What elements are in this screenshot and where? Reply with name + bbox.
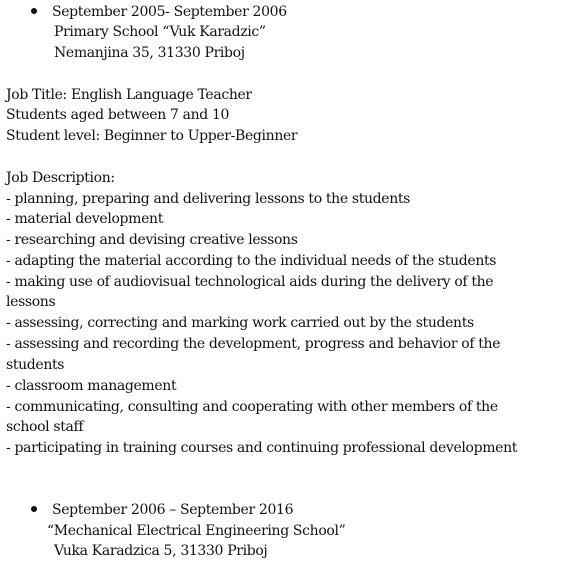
entry-2-dates-text: September 2006 – September 2016 [52, 502, 294, 518]
job-ages: Students aged between 7 and 10 [6, 107, 230, 123]
job-level: Student level: Beginner to Upper-Beginner [6, 128, 298, 144]
description-line: - material development [6, 211, 163, 227]
bullet-icon [31, 506, 37, 512]
entry-2-school: “Mechanical Electrical Engineering School” [47, 523, 346, 539]
entry-2-address: Vuka Karadzica 5, 31330 Priboj [54, 543, 268, 559]
description-line: - adapting the material according to the individual needs of the students [6, 253, 497, 269]
description-heading: Job Description: [6, 170, 115, 186]
description-line: students [6, 357, 65, 373]
description-line: - assessing and recording the development, progress and behavior of the [6, 336, 501, 352]
description-line: - assessing, correcting and marking work carried out by the students [6, 315, 474, 331]
employment-entry-1-dates [31, 2, 287, 22]
bullet-icon [31, 8, 37, 14]
description-line: - classroom management [6, 378, 177, 394]
entry-1-school: Primary School “Vuk Karadzic” [54, 24, 266, 40]
entry-1-address: Nemanjina 35, 31330 Priboj [54, 45, 245, 61]
description-line: - planning, preparing and delivering lessons to the students [6, 191, 410, 207]
description-line: - participating in training courses and continuing professional development [6, 440, 518, 456]
description-line: lessons [6, 294, 56, 310]
entry-1-dates-text: September 2005- September 2006 [52, 4, 287, 20]
job-title: Job Title: English Language Teacher [6, 87, 252, 103]
description-line: - making use of audiovisual technological aids during the delivery of the [6, 274, 494, 290]
description-line: - communicating, consulting and cooperating with other members of the [6, 399, 498, 415]
description-line: - researching and devising creative lessons [6, 232, 298, 248]
description-line: school staff [6, 419, 84, 435]
employment-entry-2-dates [31, 500, 293, 520]
